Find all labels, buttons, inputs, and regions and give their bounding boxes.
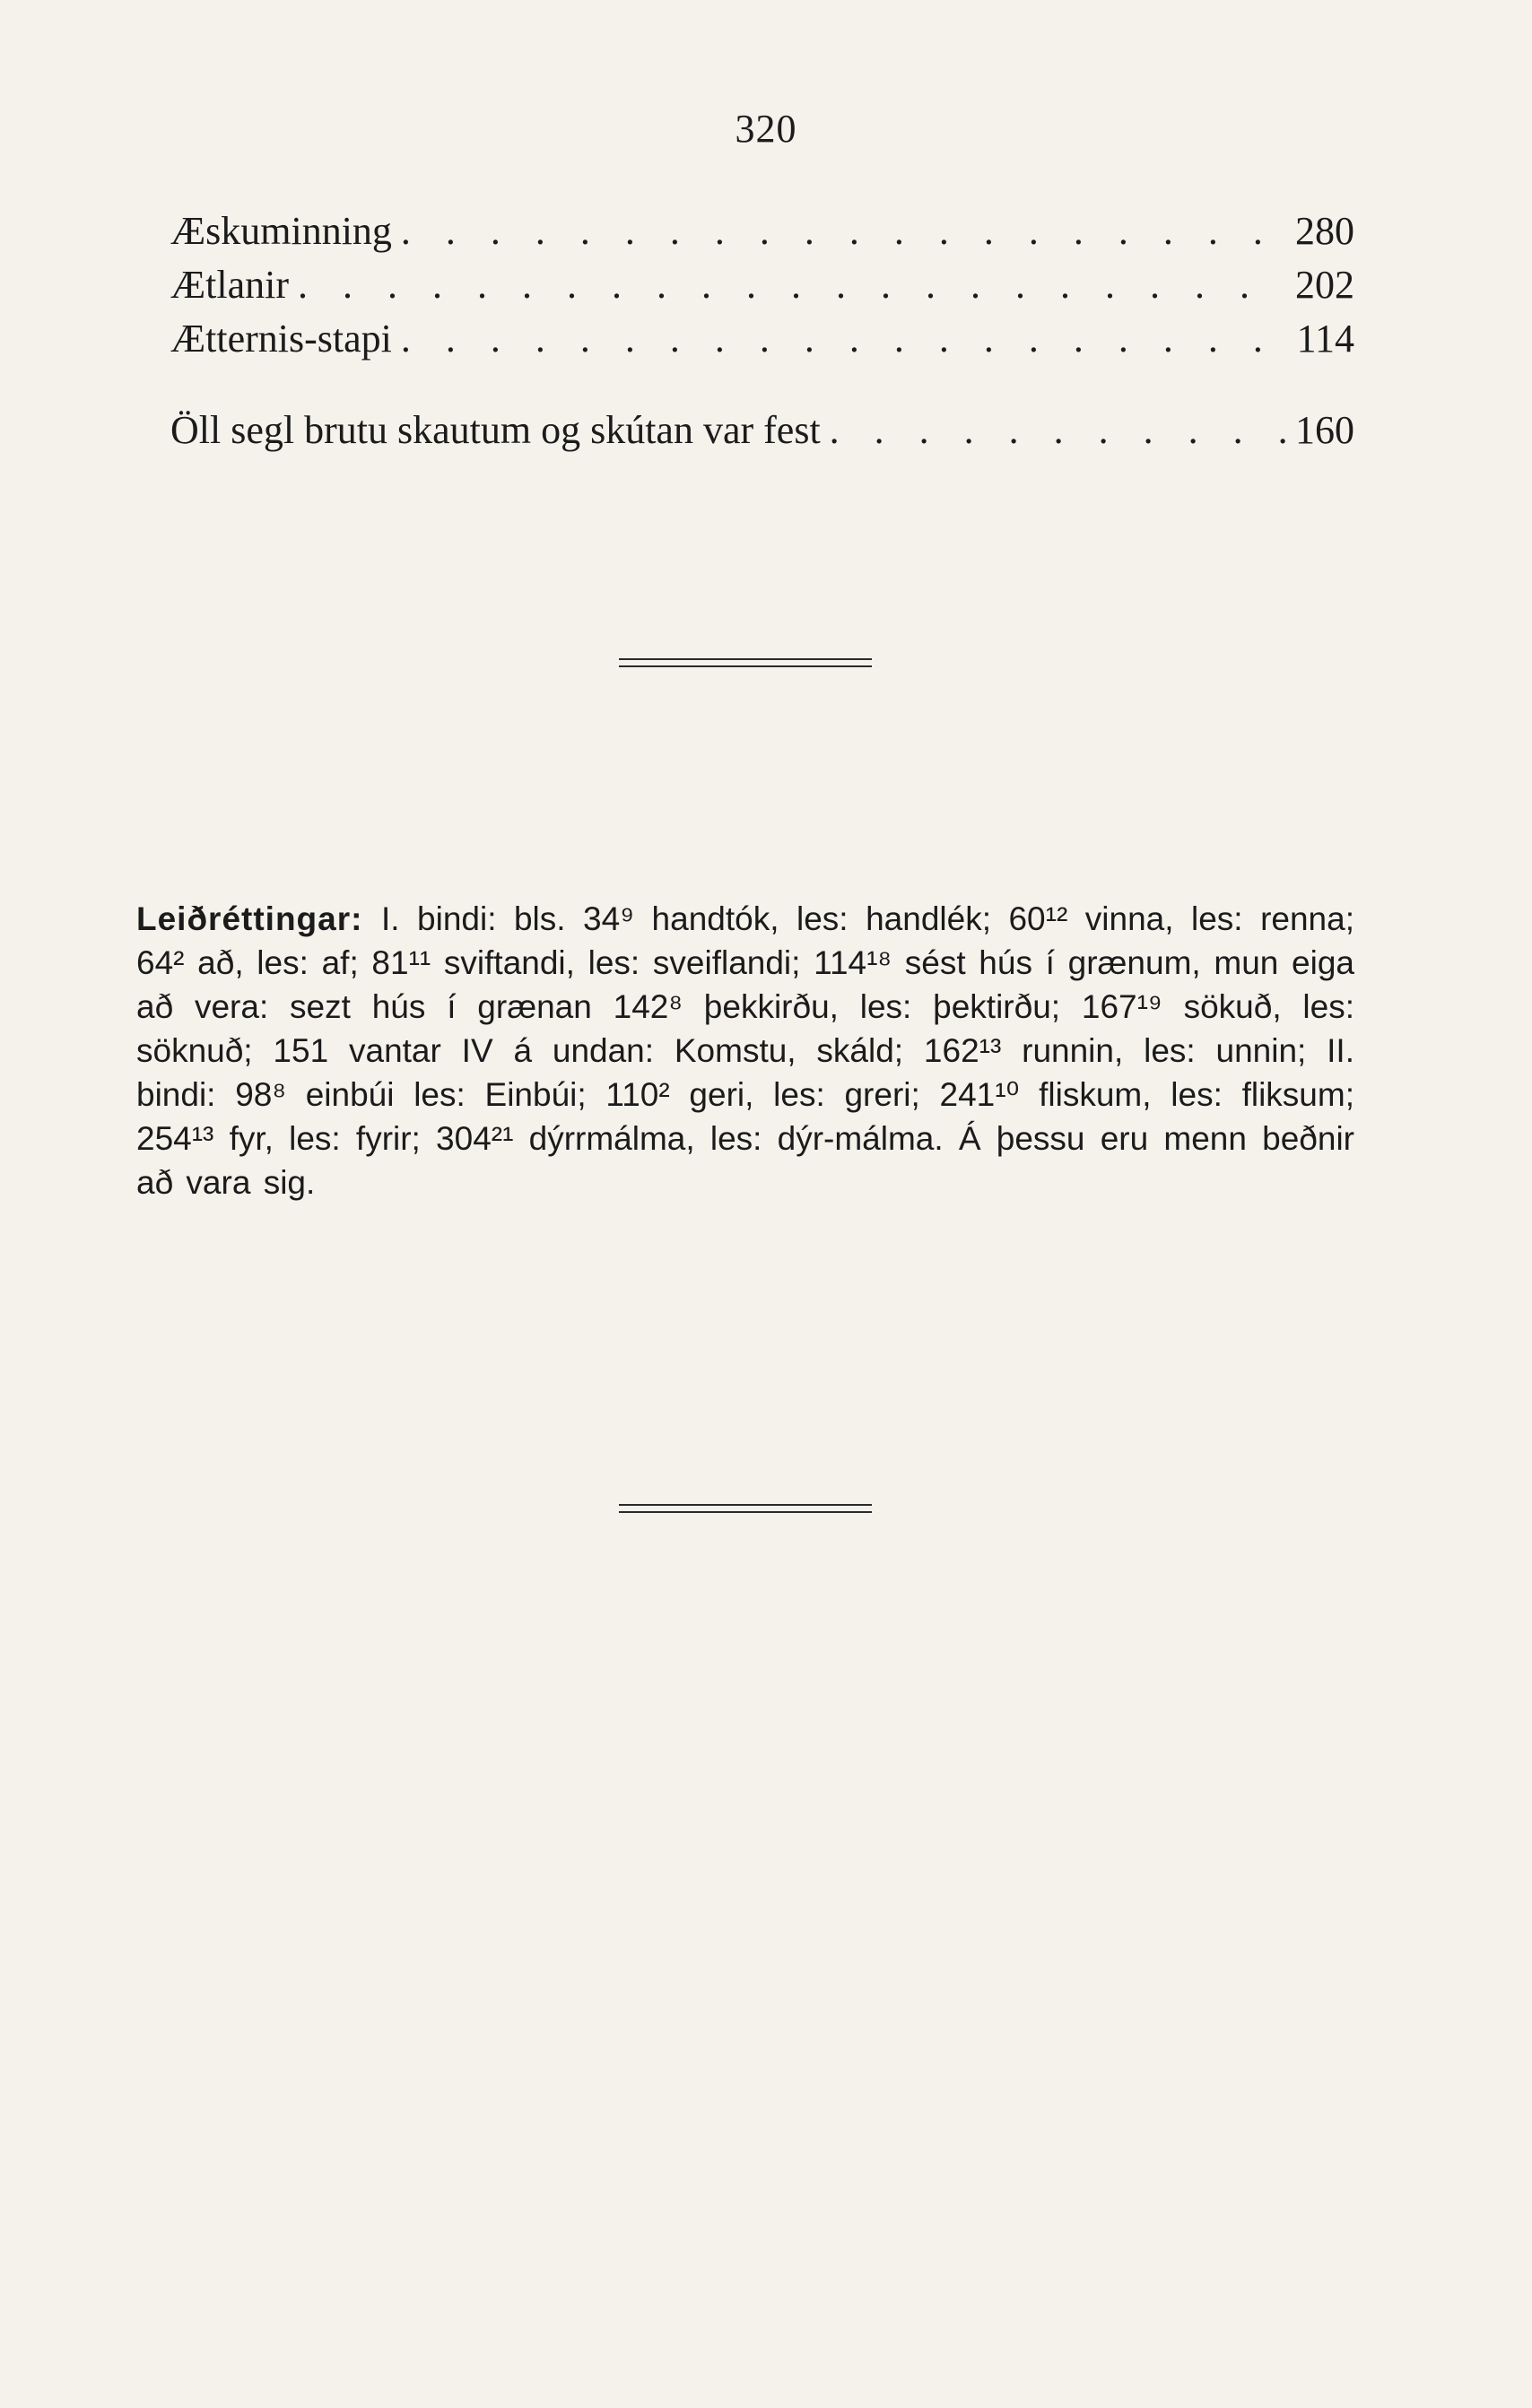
index-page-ref: 202 (1295, 263, 1354, 307)
index-entry (170, 312, 1354, 366)
index-page-ref: 114 (1296, 317, 1354, 361)
double-rule-divider (619, 658, 872, 667)
index-list (170, 204, 1354, 457)
index-term: Ætlanir (170, 263, 289, 307)
errata-block (136, 897, 1354, 1204)
page-number: 320 (735, 107, 797, 151)
dot-leader (821, 404, 1286, 457)
dot-leader (289, 258, 1286, 312)
index-entry (170, 404, 1354, 457)
index-page-ref: 280 (1295, 209, 1354, 253)
dot-leader (392, 204, 1286, 258)
index-entry (170, 258, 1354, 312)
dot-leader (392, 312, 1288, 366)
errata-text: I. bindi: bls. 34⁹ handtók, les: handlék; 60¹² vinna, les: renna; 64² að, les: af; 81¹¹ sviftandi, les: sveiflandi; 114¹⁸ sést hús í grænum, mun eiga að vera: sezt hús í grænan 142⁸ þekkirðu, les: þektirðu; 167¹⁹ sökuð, les: söknuð; 151 vantar IV á undan: Komstu, skáld; 162¹³ runnin, les: unnin; II. bindi: 98⁸ einbúi les: Einbúi; 110² geri, les: greri; 241¹⁰ fliskum, les: fliksum; 254¹³ fyr, les: fyrir; 304²¹ dýrrmálma, les: dýr-málma. Á þessu eru menn beðnir að vara sig. (136, 900, 1354, 1201)
index-spacer (170, 366, 1354, 404)
index-term: Ætternis-stapi (170, 317, 392, 361)
index-entry (170, 204, 1354, 258)
index-term: Öll segl brutu skautum og skútan var fest (170, 408, 821, 452)
index-page-ref: 160 (1295, 408, 1354, 452)
errata-heading: Leiðréttingar: (136, 900, 381, 937)
double-rule-divider (619, 1504, 872, 1513)
index-term: Æskuminning (170, 209, 392, 253)
